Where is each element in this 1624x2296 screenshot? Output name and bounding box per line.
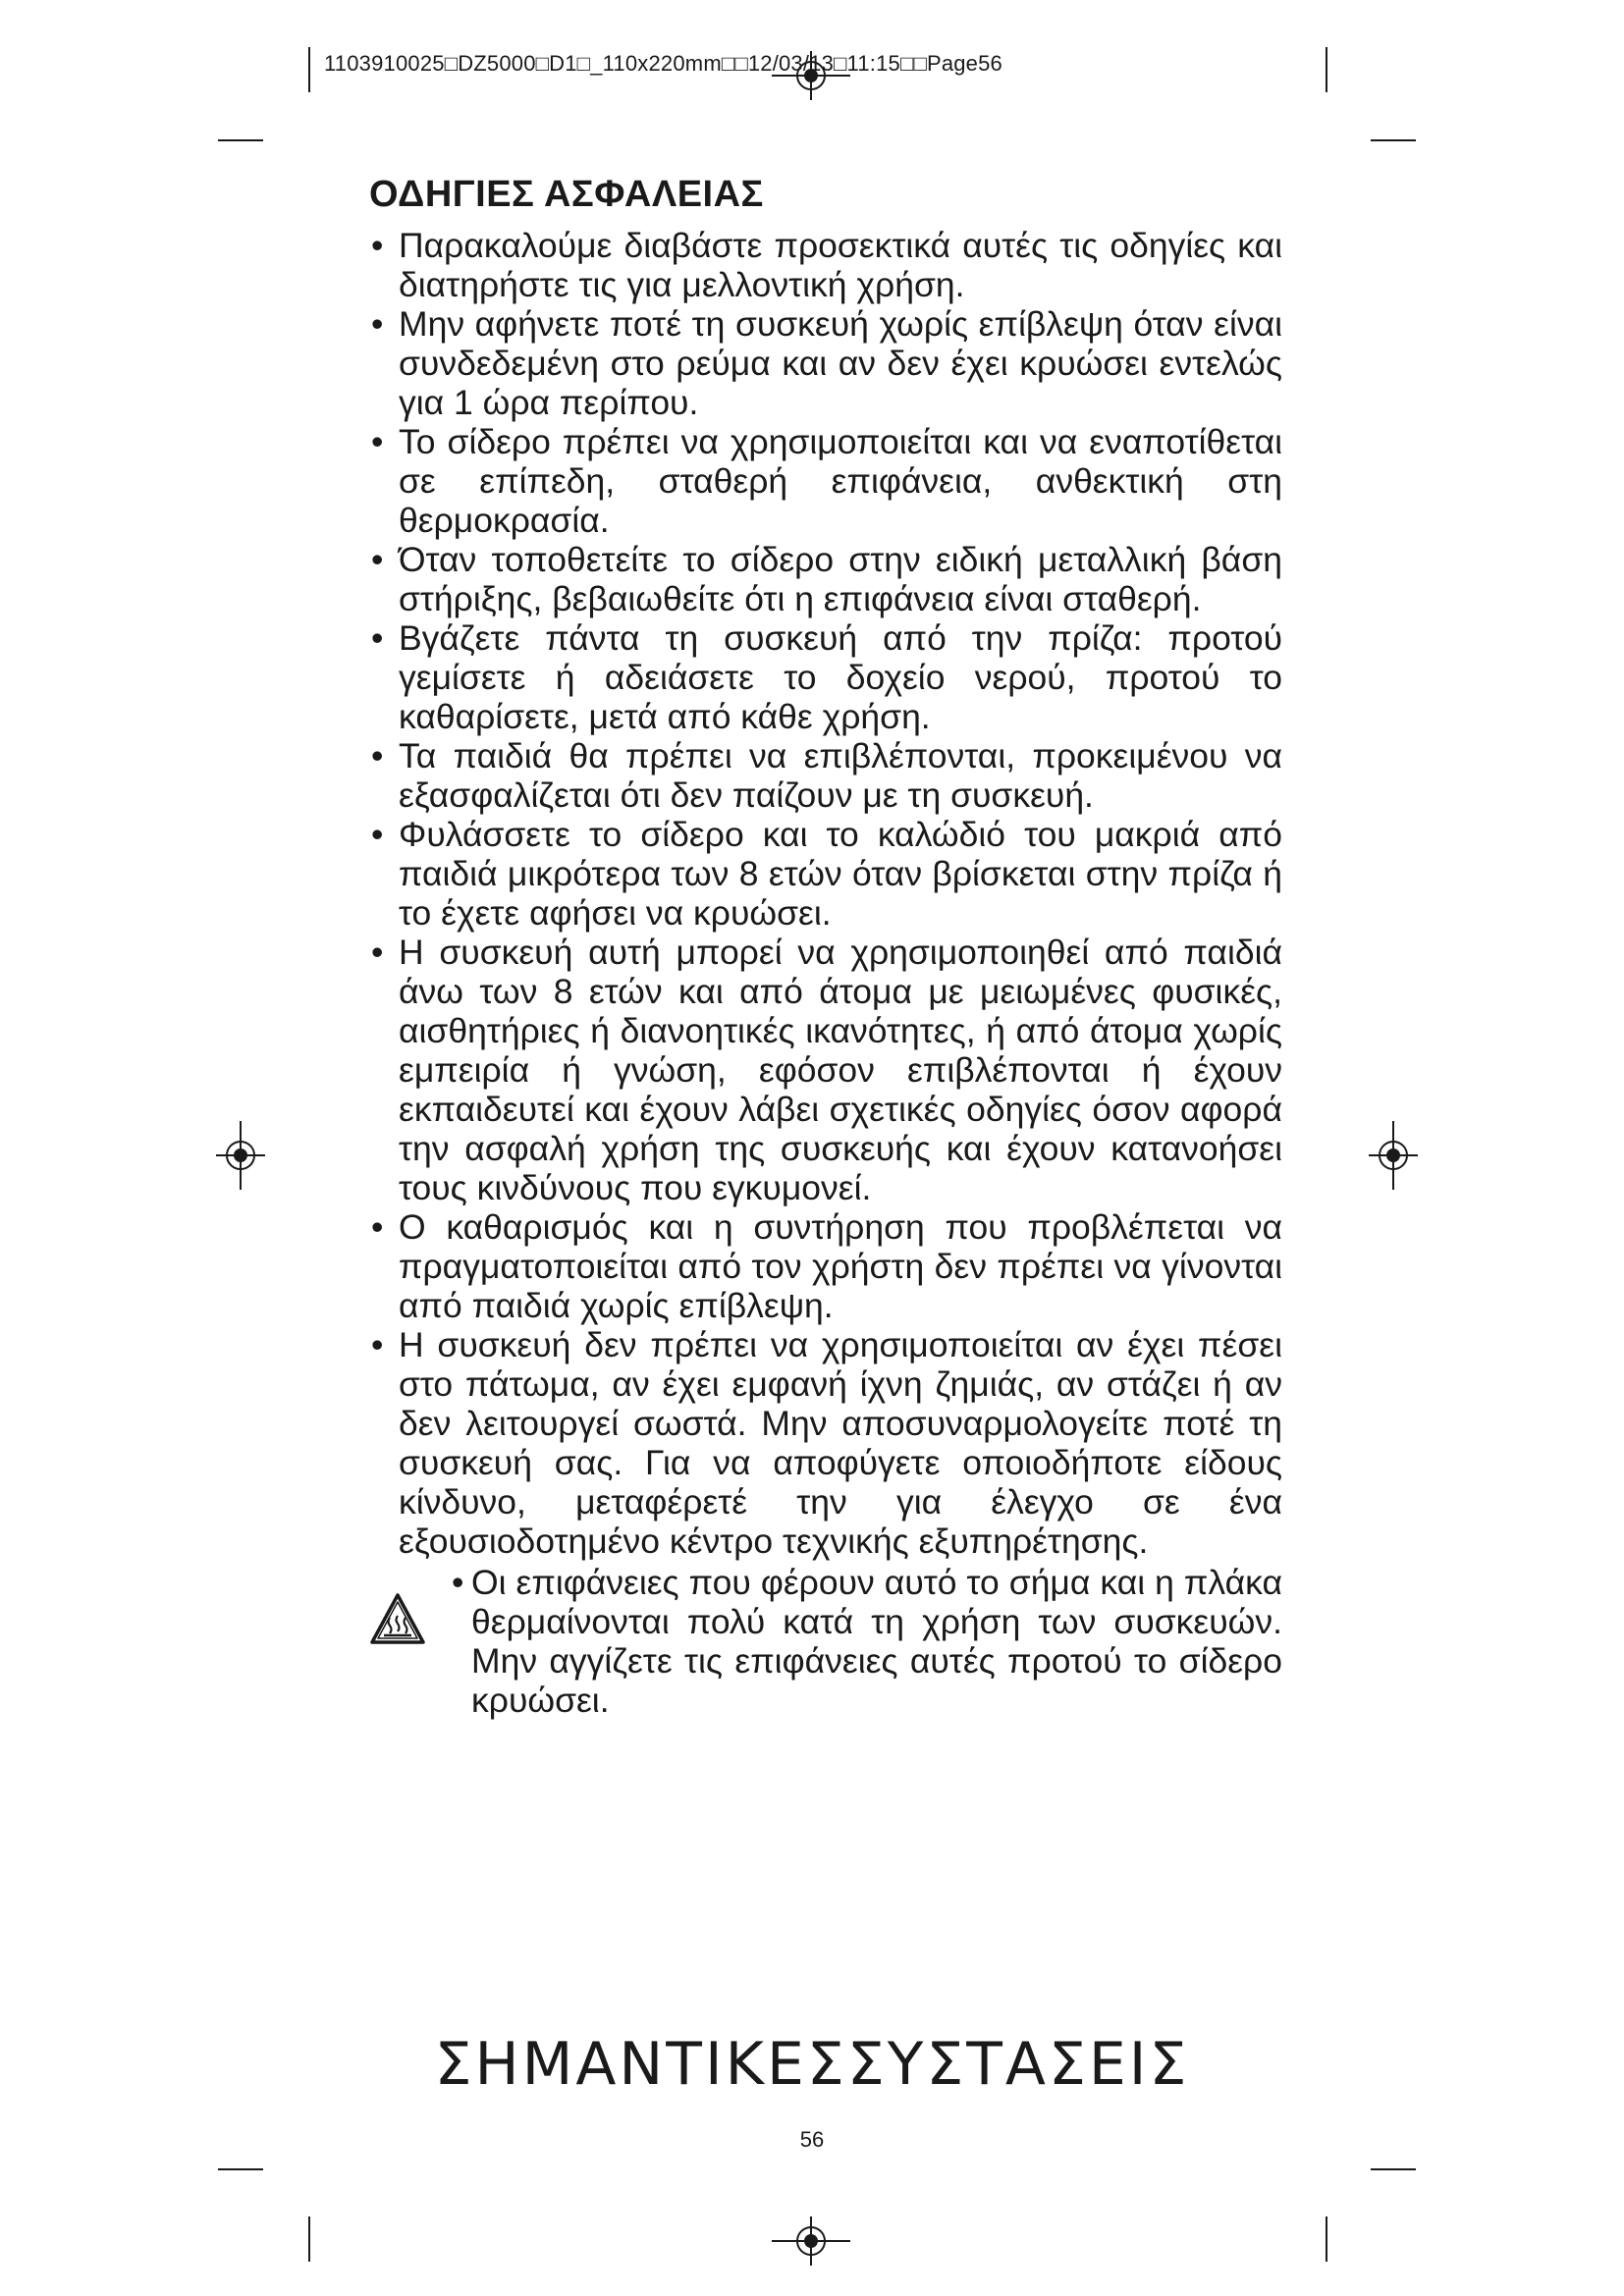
crop-mark-bottom-right-horizontal	[1371, 2168, 1416, 2170]
list-item: • Η συσκευή αυτή μπορεί να χρησιμοποιηθεί από παιδιά άνω των 8 ετών και από άτομα με μειωμένες φυσικές, αισθητήριες ή διανοητικές ικανότητες, ή από άτομα χωρίς εμπειρία ή γνώση, εφόσον επιβλέπονται ή έχουν εκπαιδευτεί και έχουν λάβει σχετικές οδηγίες όσον αφορά την ασφαλή χρήση της συσκευής και έχουν κατανοήσει τους κινδύνους που εγκυμονεί.	[369, 933, 1282, 1207]
print-slug-header: 1103910025□DZ5000□D1□_110x220mm□□12/03/13□11:15□□Page56	[324, 51, 1002, 76]
page-number: 56	[799, 2127, 825, 2152]
list-item: • Τα παιδιά θα πρέπει να επιβλέπονται, προκειμένου να εξασφαλίζεται ότι δεν παίζουν με τη συσκευή.	[369, 736, 1282, 815]
list-item: • Το σίδερο πρέπει να χρησιμοποιείται και να εναποτίθεται σε επίπεδη, σταθερή επιφάνεια, ανθεκτική στη θερμοκρασία.	[369, 422, 1282, 540]
list-item: • Ο καθαρισμός και η συντήρηση που προβλέπεται να πραγματοποιείται από τον χρήστη δεν πρέπει να γίνονται από παιδιά χωρίς επίβλεψη.	[369, 1207, 1282, 1325]
hot-surface-warning	[369, 1563, 1282, 1720]
crop-mark-bottom-left-horizontal	[218, 2168, 263, 2170]
crop-mark-top-left-horizontal	[218, 139, 263, 141]
registration-mark-right-icon	[1369, 1121, 1418, 1190]
list-item: • Μην αφήνετε ποτέ τη συσκευή χωρίς επίβλεψη όταν είναι συνδεδεμένη στο ρεύμα και αν δεν έχει κρυώσει εντελώς για 1 ώρα περίπου.	[369, 304, 1282, 422]
list-item: • Όταν τοποθετείτε το σίδερο στην ειδική μεταλλική βάση στήριξης, βεβαιωθείτε ότι η επιφάνεια είναι σταθερή.	[369, 540, 1282, 618]
list-item: • Η συσκευή δεν πρέπει να χρησιμοποιείται αν έχει πέσει στο πάτωμα, αν έχει εμφανή ίχνη ζημιάς, αν στάζει ή αν δεν λειτουργεί σωστά. Μην αποσυναρμολογείτε ποτέ τη συσκευή σας. Για να αποφύγετε οποιοδήποτε είδους κίνδυνο, μεταφέρετέ την για έλεγχο σε ένα εξουσιοδοτημένο κέντρο τεχνικής εξυπηρέτησης.	[369, 1325, 1282, 1561]
list-item: • Φυλάσσετε το σίδερο και το καλώδιό του μακριά από παιδιά μικρότερα των 8 ετών όταν βρίσκεται στην πρίζα ή το έχετε αφήσει να κρυώσει.	[369, 815, 1282, 933]
registration-mark-left-icon	[216, 1121, 265, 1190]
crop-mark-bottom-left-vertical	[308, 2216, 310, 2262]
list-item: • Παρακαλούμε διαβάστε προσεκτικά αυτές τις οδηγίες και διατηρήστε τις για μελλοντική χρήση.	[369, 226, 1282, 304]
crop-mark-top-right-vertical	[1326, 47, 1327, 92]
safety-instructions-list	[369, 226, 1282, 1561]
list-item: • Βγάζετε πάντα τη συσκευή από την πρίζα: προτού γεμίσετε ή αδειάσετε το δοχείο νερού, προτού το καθαρίσετε, μετά από κάθε χρήση.	[369, 618, 1282, 736]
crop-mark-top-right-horizontal	[1371, 139, 1416, 141]
crop-mark-bottom-right-vertical	[1326, 2216, 1327, 2262]
important-recommendations-heading: ΣΗΜΑΝΤΙΚΕΣΣΥΣΤΑΣΕΙΣ	[434, 2030, 1190, 2099]
crop-mark-top-left-vertical	[308, 47, 310, 92]
warning-text: • Οι επιφάνειες που φέρουν αυτό το σήμα και η πλάκα θερμαίνονται πολύ κατά τη χρήση των συσκευών. Μην αγγίζετε τις επιφάνειες αυτές προτού το σίδερο κρυώσει.	[452, 1563, 1282, 1720]
registration-mark-bottom-icon	[772, 2216, 850, 2266]
hot-surface-warning-icon	[369, 1592, 426, 1645]
safety-instructions-section	[369, 175, 1282, 1720]
section-title: ΟΔΗΓΙΕΣ ΑΣΦΑΛΕΙΑΣ	[369, 174, 764, 215]
